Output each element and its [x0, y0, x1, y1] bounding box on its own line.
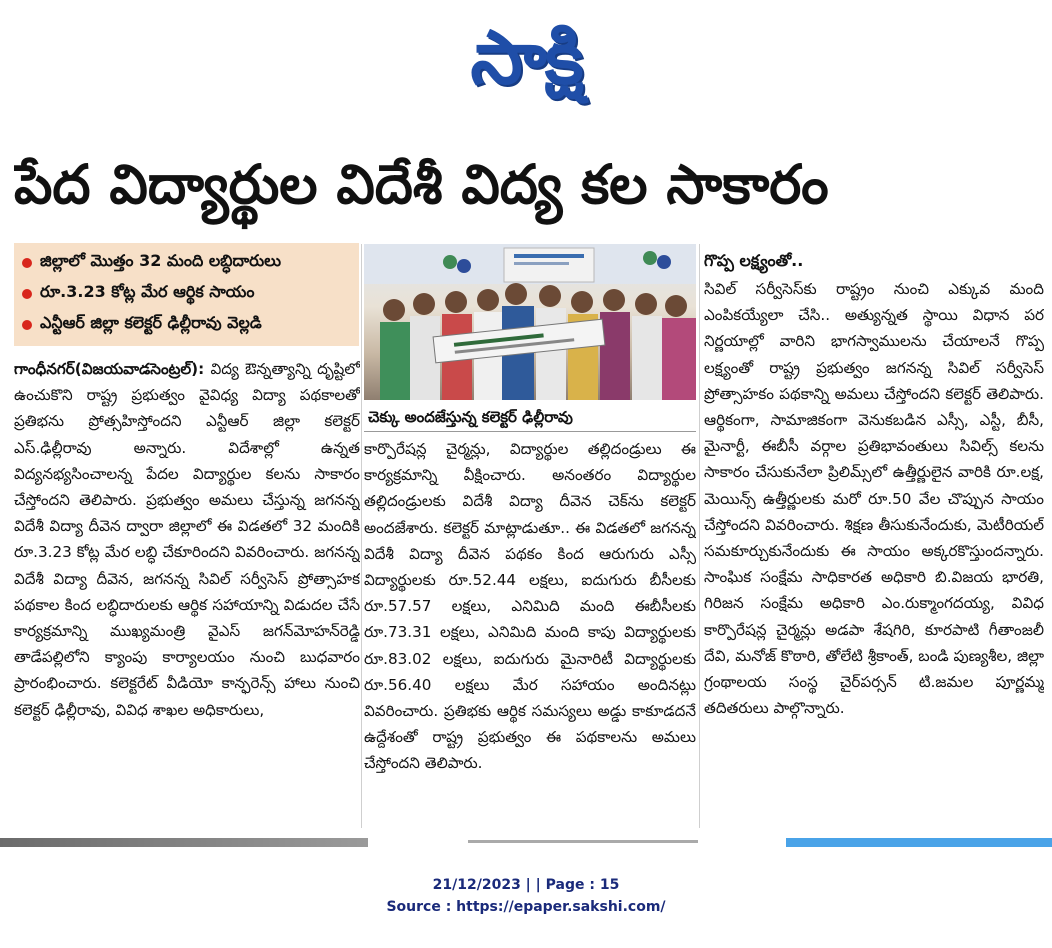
highlight-item — [22, 247, 351, 278]
article-text-col2: కార్పొరేషన్ల చైర్మన్లు, విద్యార్థుల తల్లిదండ్రులు ఈ కార్యక్రమాన్ని వీక్షించారు. అనంతరం విద్యార్థుల తల్లిదండ్రులకు విదేశీ విద్యా దీవెన చెక్‌ను కలెక్టర్ అందజేశారు. కలెక్టర్ మాట్లాడుతూ.. ఈ విడతలో జగనన్న విదేశీ విద్యా దీవెన పథకం కింద ఆరుగురు ఎస్సీ విద్యార్థులకు రూ.52.44 లక్షలు, ఐదుగురు బీసీలకు రూ.57.57 లక్షలు, ఎనిమిది మంది ఈబీసీలకు రూ.73.31 లక్షలు, ఎనిమిది మంది కాపు విద్యార్థులకు రూ.83.02 లక్షలు, ఐదుగురు మైనారిటీ విద్యార్థులకు రూ.56.40 లక్షలు మేర సహాయం అందినట్లు వివరించారు. ప్రతిభకు ఆర్థిక సమస్యలు అడ్డు కాకూడదనే ఉద్దేశంతో రాష్ట్ర ప్రభుత్వం ఈ పథకాలను అమలు చేస్తోందని తెలిపారు. — [364, 440, 696, 773]
highlight-text: జిల్లాలో మొత్తం 32 మంది లబ్ధిదారులు — [40, 251, 282, 270]
newspaper-logo: సాక్షి — [470, 15, 582, 101]
highlight-text: రూ.3.23 కోట్ల మేర ఆర్థిక సాయం — [40, 282, 255, 301]
article-column-1 — [14, 356, 360, 826]
highlights-box — [14, 243, 359, 346]
masthead — [0, 8, 1052, 118]
article-column-3 — [704, 248, 1044, 826]
photo-illustration — [364, 244, 696, 400]
dateline: గాంధీనగర్(విజయవాడసెంట్రల్): — [14, 360, 205, 378]
bottom-rule-right — [786, 838, 1052, 847]
bullet-dot-icon — [22, 320, 32, 330]
headline: పేద విద్యార్థుల విదేశీ విద్య కల సాకారం — [14, 153, 829, 216]
column-divider — [699, 244, 700, 828]
news-photo — [364, 244, 696, 400]
section-subheading: గొప్ప లక్ష్యంతో.. — [704, 251, 804, 270]
bottom-rule-left — [0, 838, 368, 847]
bullet-dot-icon — [22, 289, 32, 299]
highlight-text: ఎన్టీఆర్ జిల్లా కలెక్టర్ ఢిల్లీరావు వెల్లడి — [40, 313, 262, 332]
bottom-rule-middle — [468, 840, 698, 843]
highlight-item — [22, 278, 351, 309]
footer-source[interactable]: Source : https://epaper.sakshi.com/ — [386, 899, 666, 915]
highlight-item — [22, 309, 351, 340]
bullet-dot-icon — [22, 258, 32, 268]
photo-caption: చెక్కు అందజేస్తున్న కలెక్టర్ ఢిల్లీరావు — [364, 402, 696, 432]
column-divider — [361, 244, 362, 828]
footer-date-page: 21/12/2023 | | Page : 15 — [432, 877, 620, 893]
article-column-2 — [364, 436, 696, 826]
article-text-col1: విద్య ఔన్నత్యాన్ని దృష్టిలో ఉంచుకొని రాష్ట్ర ప్రభుత్వం వైవిధ్య విద్యా పథకాలతో ప్రతిభను ప్రోత్సహిస్తోందని ఎన్టీఆర్ జిల్లా కలెక్టర్ ఎస్.ఢిల్లీరావు అన్నారు. విదేశాల్లో ఉన్నత విద్యనభ్యసించాలన్న పేదల విద్యార్థుల కలను సాకారం చేస్తోందని తెలిపారు. ప్రభుత్వం అమలు చేస్తున్న జగనన్న విదేశీ విద్యా దీవెన ద్వారా జిల్లాలో ఈ విడతలో 32 మందికి రూ.3.23 కోట్ల మేర లబ్ధి చేకూరిందని వివరించారు. జగనన్న విదేశీ విద్యా దీవెన, జగనన్న సివిల్ సర్వీసెస్ ప్రోత్సాహక పథకాల కింద లబ్ధిదారులకు ఆర్థిక సహాయాన్ని విడుదల చేసే కార్యక్రమాన్ని ముఖ్యమంత్రి వైఎస్ జగన్‌మోహన్‌రెడ్డి తాడేపల్లిలోని క్యాంపు కార్యాలయం నుంచి బుధవారం ప్రారంభించారు. కలెక్టరేట్ వీడియో కాన్ఫరెన్స్ హాలు నుంచి కలెక్టర్ ఢిల్లీరావు, వివిధ శాఖల అధికారులు, — [14, 360, 360, 719]
article-text-col3: సివిల్ సర్వీసెస్‌కు రాష్ట్రం నుంచి ఎక్కువ మంది ఎంపికయ్యేలా చేసి.. అత్యున్నత స్థాయి విధాన పర నిర్ణయాల్లో వారిని భాగస్వాములను చేయాలనే గొప్ప లక్ష్యంతో రాష్ట్ర ప్రభుత్వం జగనన్న సివిల్ సర్వీసెస్ ప్రోత్సాహకం పథకాన్ని అమలు చేస్తోందని కలెక్టర్ తెలిపారు. ఆర్థికంగా, సామాజికంగా వెనుకబడిన ఎస్సీ, ఎస్టీ, బీసీ, మైనార్టీ, ఈబీసీ వర్గాల ప్రతిభావంతులు సివిల్స్ కలను సాకారం చేసుకునేలా ప్రిలిమ్స్‌లో ఉత్తీర్ణులైన వారికి రూ.లక్ష, మెయిన్స్ ఉత్తీర్ణులకు మరో రూ.50 వేల చొప్పున సాయం చేస్తోందని వివరించారు. శిక్షణ తీసుకునేందుకు, మెటీరియల్ సమకూర్చుకునేందుకు ఈ సాయం అక్కరకొస్తుందన్నారు. సాంఘిక సంక్షేమ సాధికారత అధికారి బి.విజయ భారతి, గిరిజన సంక్షేమ అధికారి ఎం.రుక్మాంగదయ్య, వివిధ కార్పొరేషన్ల చైర్మన్లు అడపా శేషగిరి, కూరపాటి గీతాంజలీ దేవి, మనోజ్ కొఠారి, తోలేటి శ్రీకాంత్, బండి పుణ్యశీల, జిల్లా గ్రంథాలయ సంస్థ చైర్‌పర్సన్ టి.జమల పూర్ణమ్మ తదితరులు పాల్గొన్నారు. — [704, 280, 1044, 718]
